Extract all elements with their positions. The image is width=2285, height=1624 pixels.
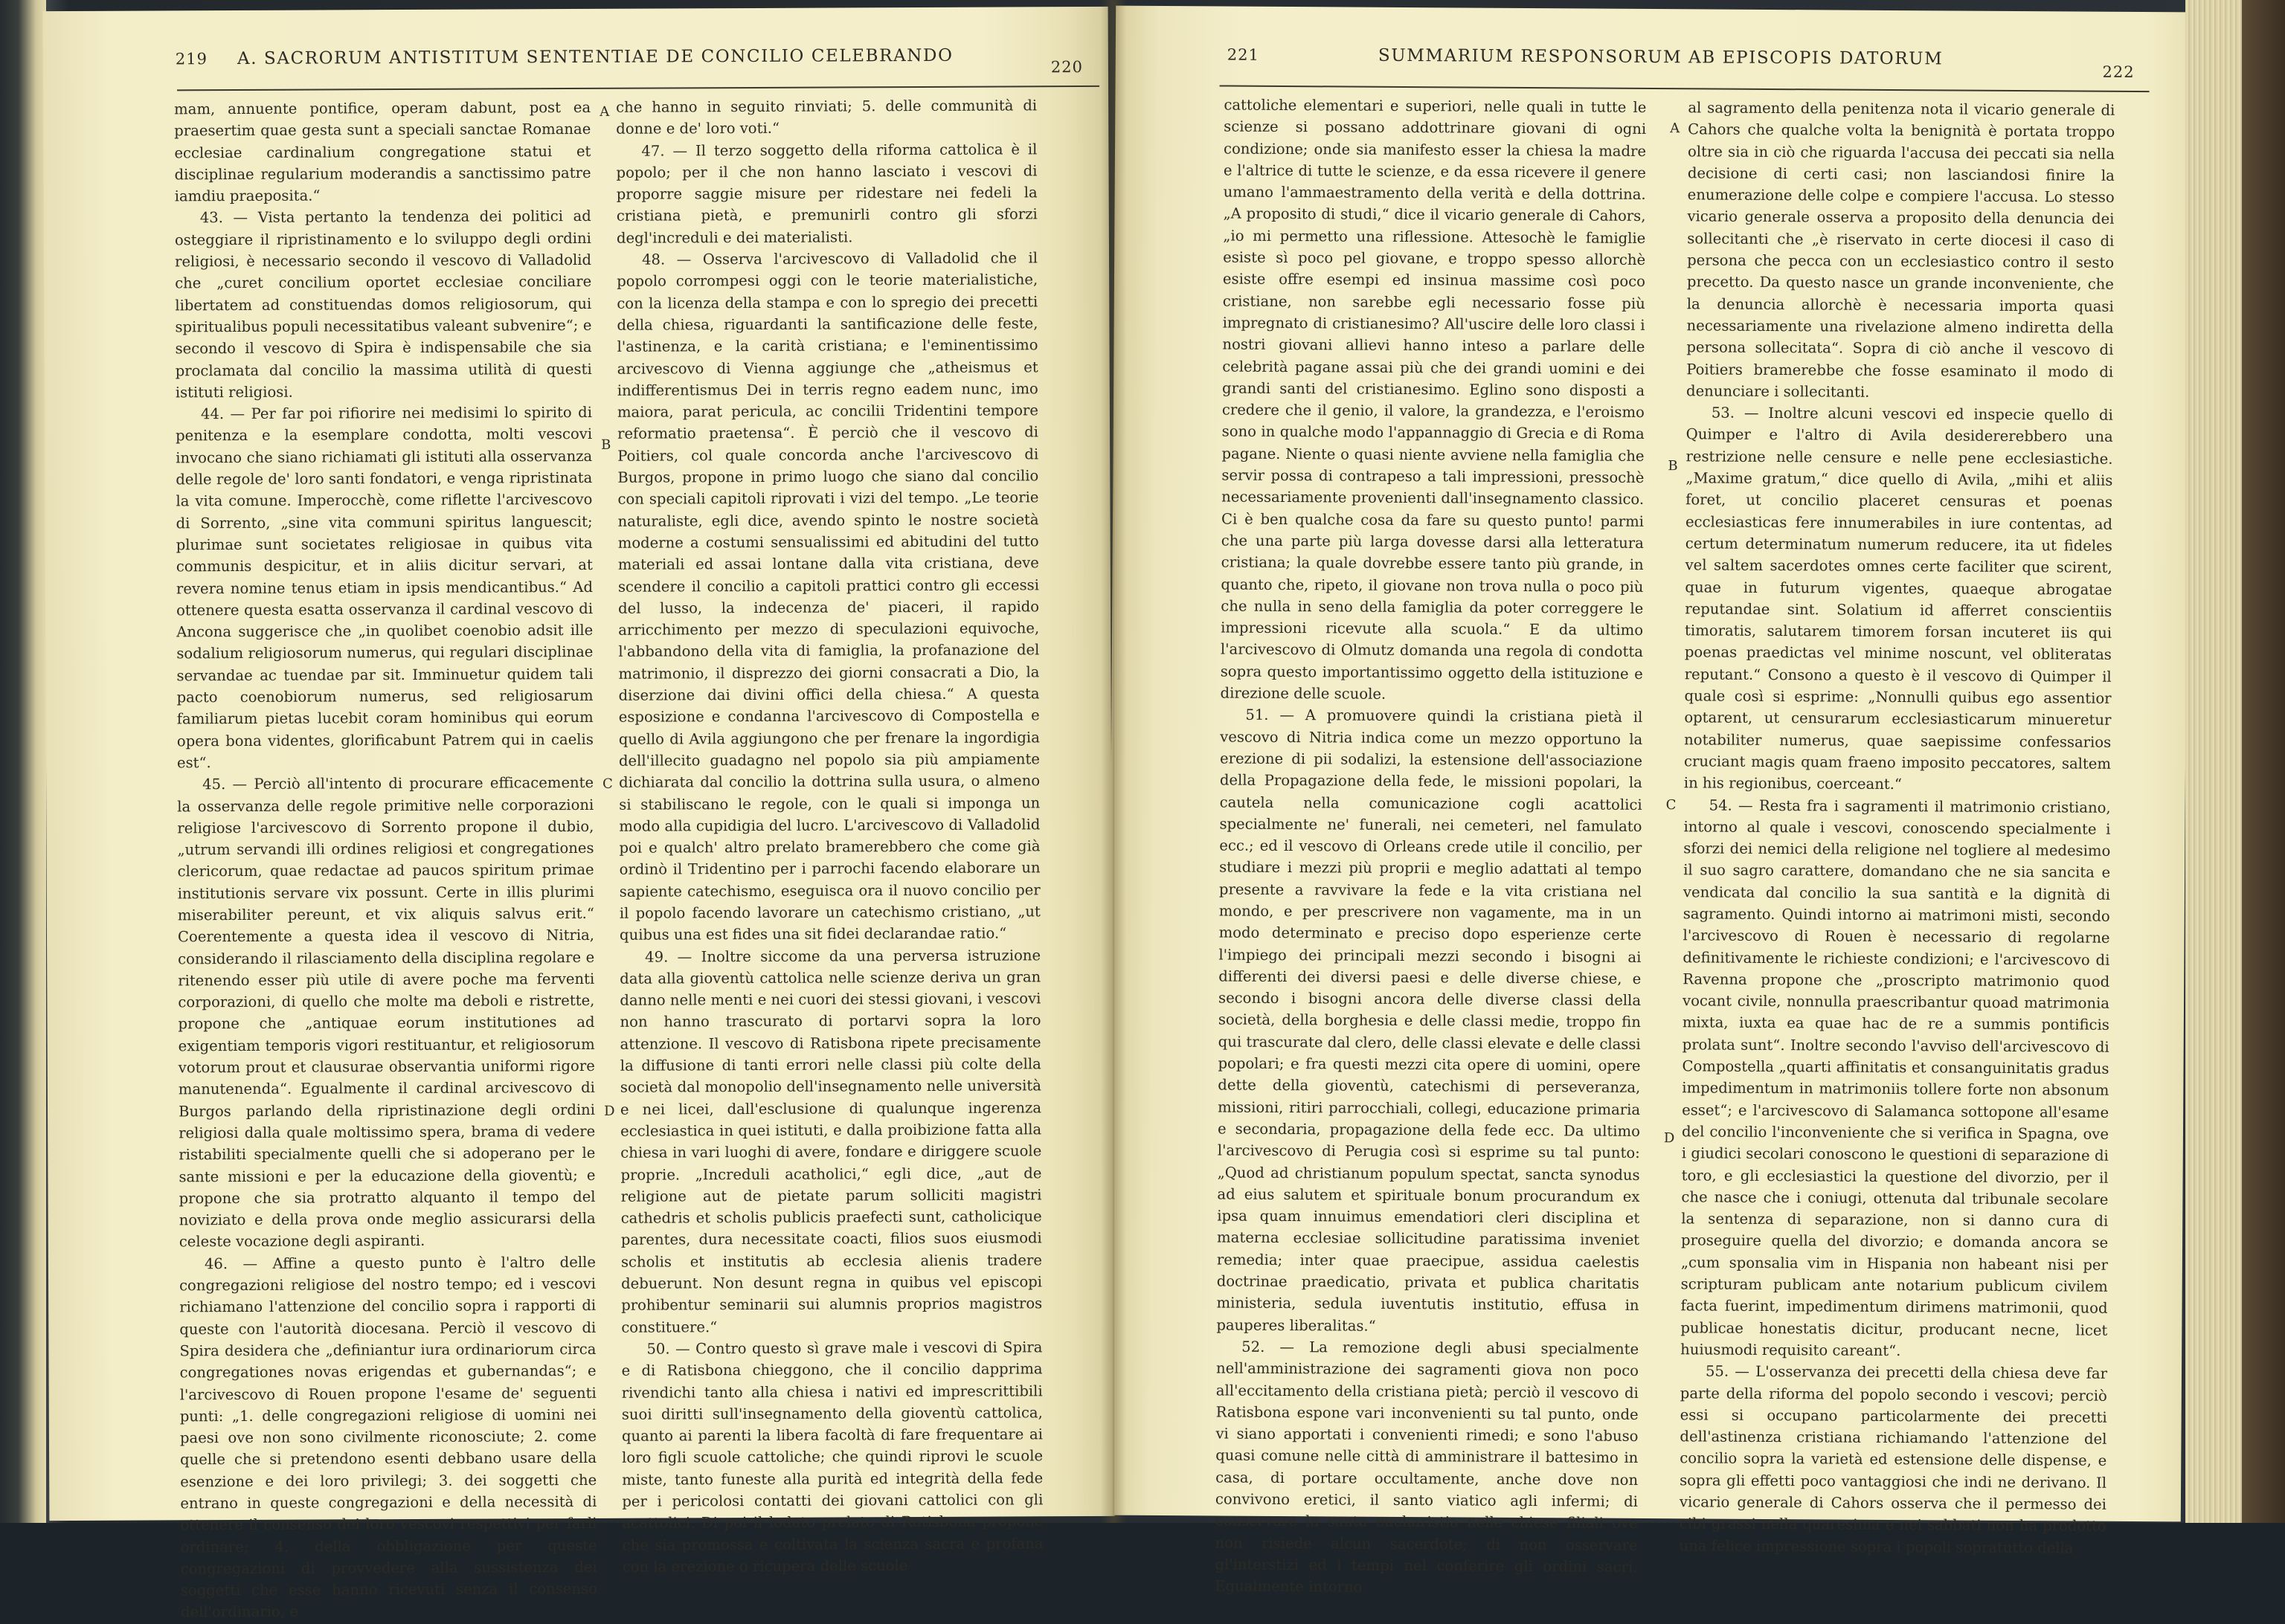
paragraph-45: 45. — Perciò all'intento di procurare efficacemente la osservanza delle regole primitive nelle corporazioni religiose l'arcivescovo di Sorrento propone il dubio, „utrum servandi illi ordines religiosi et congregationes clericorum, quae redactae ad paucos spiritum primae institutionis servare vix possunt. Certe in illis plurimi miserabiliter pereunt, et vix aliquis salvus erit.“ Coerentemente a questa idea il vescovo di Nitria, considerando il rilasciamento della disciplina regolare e ritenendo esser più utile di avere poche ma ferventi corporazioni, di quello che molte ma deboli e ristrette, propone che „antiquae eorum institutiones ad exigentiam temporis vigori restituantur, et religiosorum votorum prout et clausurae observantia uniformi rigore manutenenda“. Egualmente il cardinal arcivescovo di Burgos parlando della ripristinazione degli ordini religiosi dalla quale moltissimo spera, brama di vedere ristabiliti specialmente quelli che si adoperano per le sante missioni e per la educazione della gioventù; e propone che sia protratto alquanto il tempo del noviziato e della prova onde meglio assicurarsi della celeste vocazione degli aspiranti. (177, 774, 596, 1251)
left-page (43, 7, 1115, 1621)
margin-marker-b: B (1668, 458, 1678, 474)
header-rule-left (177, 86, 1099, 91)
margin-marker-a: A (600, 103, 610, 120)
paragraph-43: 43. — Vista pertanto la tendenza dei politici ad osteggiare il ripristinamento e lo sviluppo degli ordini religiosi, è necessario secondo il vescovo di Valladolid che „curet concilium oportet ecclesiae conciliare libertatem ad constituendas domos religiosorum, qui spiritualibus populi necessitatibus valeant subvenire“; e secondo il vescovo di Spira è indispensabile che sia proclamata dal concilio la massima utilità di questi istituti religiosi. (174, 207, 592, 402)
paragraph: cattoliche elementari e superiori, nelle quali in tutte le scienze si possano addottrinare giovani di ogni condizione; onde sia manifesto esser la chiesa la madre e l'altrice di tutte le scienze, e da essa ricevere il genere umano l'ammaestramento della verità e della dottrina. „A proposito di studi,“ dice il vicario generale di Cahors, „io mi permetto una riflessione. Attesochè le famiglie esiste sì poco pel giovane, e troppo spesso allorchè esiste offre esempi ed insinua massime così poco cristiane, non sarebbe egli necessario fosse più impregnato di cristianesimo? All'uscire delle loro classi i nostri giovani allievi hanno inteso a parlare delle celebrità pagane assai più che dei grandi uomini e dei grandi santi del cristianesimo. Eglino sono disposti a credere che il genio, il valore, la grandezza, e l'eroismo sono in qualche modo l'appannaggio di Grecia e di Roma pagane. Niente o quasi niente avviene nella famiglia che servir possa di contrapeso a tali impressioni, pressochè necessariamente provenienti dall'insegnamento classico. Ci è ben qualche cosa da fare su questo punto! parmi che una parte più larga dovesse darsi alla letteratura cristiana; la quale dovrebbe essere tanto più grande, in quanto che, ripeto, il giovane non trova nulla o poco più che nulla in seno della famiglia da poter correggere le impressioni ricevute alla scuola.“ E da ultimo l'arcivescovo di Olmutz domanda una regola di condotta sopra questo importantissimo oggetto della istituzione e direzione delle scuole. (1220, 96, 1647, 703)
paragraph-52: 52. — La remozione degli abusi specialmente nell'amministrazione dei sagramenti giova non poco all'eccitamento della cristiana pietà; perciò il vescovo di Ratisbona espone vari inconvenienti su tal punto, onde vi siano apportati i convenienti rimedi; e sono l'abuso quasi comune nelle città di amministrare il battesimo in casa, di portare occultamente, anche dove non convivono eretici, il santo viatico agli infermi; di conservare la santa eucharistia nelle chiese filiali ove non risiede alcun sacerdote; di non osservare gl'interstizi ed i tempi nel conferire gli ordini sacri. Egualmente intorno (1215, 1338, 1639, 1596)
page-number-221: 221 (1227, 45, 1259, 64)
left-column-2 (616, 94, 1044, 1576)
left-column-1 (174, 97, 597, 1621)
margin-marker-c: C (602, 776, 613, 792)
paragraph-49: 49. — Inoltre siccome da una perversa istruzione data alla gioventù cattolica nelle scienze deriva un gran danno nelle menti e nei cuori dei stessi giovani, i vescovi non hanno trascurato di portarvi sopra la loro attenzione. Il vescovo di Ratisbona ripete precisamente la diffusione di tanti errori nelle classi più colte della società dal monopolio dell'insegnamento nelle università e nei licei, dall'esclusione di qualunque ingerenza ecclesiastica in quei istituti, e dalla proibizione fatta alla chiesa in vari luoghi di avere, fondare e diriggere scuole proprie. „Increduli acatholici,“ egli dice, „aut de religione aut de pietate parum solliciti magistri cathedris et scholis publicis praefecti sunt, catholicique parentes, dura necessitate coacti, filios suos eiusmodi scholis et institutis ab ecclesia alienis tradere debuerunt. Non desunt regna in quibus vel episcopi prohibentur seminarii sui alumnis proprios magistros constituere.“ (620, 946, 1043, 1336)
margin-marker-a: A (1670, 120, 1680, 137)
margin-marker-c: C (1665, 797, 1677, 813)
paragraph: che hanno in seguito rinviati; 5. delle communità di donne e de' loro voti.“ (616, 97, 1038, 138)
paragraph-47: 47. — Il terzo soggetto della riforma cattolica è il popolo; per il che non hanno lasciato i vescovi di proporre saggie misure per ridestare nei fedeli la cristiana pietà, e premunirli contro gli sforzi degl'increduli e dei materialisti. (616, 140, 1038, 247)
page-number-219: 219 (175, 50, 208, 68)
book-cover-edge (2242, 0, 2285, 1523)
right-page-stack-edge (2185, 0, 2285, 1523)
paragraph-51: 51. — A promuovere quindi la cristiana pietà il vescovo di Nitria indica come un mezzo opportuno la erezione di pii sodalizi, la estensione dell'associazione della Propagazione della fede, le missioni popolari, la cautela nella comunicazione cogli acattolici specialmente ne' funerali, nei cemeteri, nel famulato ecc.; ed il vescovo di Orleans crede utile il concilio, per studiare i mezzi più proprii e meglio adattati al tempo presente a ravvivare la fede e la vita cristiana nel mondo, e per prescrivere non vagamente, ma in un modo determinato e preciso dopo esperienze certe l'impiego dei principali mezzi secondo i bisogni ai differenti dei diversi paesi e delle diverse chiese, e secondo i bisogni ancora delle diverse classi della società, della borghesia e delle classi medie, troppo fin qui trascurate dal clero, delle classi elevate e delle classi popolari; e fra questi mezzi cita opere di uomini, opere dette della gioventù, catechismi di perseveranza, missioni, ritiri parrocchiali, collegi, educazione primaria e secondaria, propagazione della fede ecc. Da ultimo l'arcivescovo di Perugia così si esprime su tal punto: „Quod ad christianum populum spectat, sancta synodus ad eius salutem et spirituale bonum procurandum ex ipsa quam innuimus emendatiori cleri disciplina et materna ecclesiae sollicitudine paratissima inveniet remedia; inter quae praecipue, assidua caelestis doctrinae praedicatio, privata et publica charitatis ministeria, sedula iuventutis institutio, effusa in pauperes liberalitas.“ (1216, 706, 1643, 1335)
running-head-right (1227, 45, 2135, 88)
paragraph-50: 50. — Contro questo sì grave male i vescovi di Spira e di Ratisbona chieggono, che il concilio dapprima rivendichi tanto alla chiesa i nativi ed imprescrittibili suoi diritti sull'insegnamento della gioventù cattolica, quanto ai parenti la libera facoltà di fare frequentare ai loro figli scuole cattoliche; che quindi riprovi le scuole miste, tanto funeste alla purità ed integrità della fede per i pericolosi contatti dei giovani cattolici con gli acattolici. Di poi il lodato prelato di Ratisbona propone che sia promossa e coltivata la scienza sacra e profana con la erezione o ricupera delle scuole (621, 1338, 1044, 1576)
right-page (1107, 6, 2190, 1596)
paragraph: al sagramento della penitenza nota il vicario generale di Cahors che qualche volta la benignità è portata troppo oltre sia in ciò che riguarda l'accusa dei peccati sia nella decisione di certi casi; non lasciandosi finire la enumerazione delle colpe e compiere l'accusa. Lo stesso vicario generale osserva a proposito della denuncia dei sollecitanti che „è riservato in certe diocesi il caso di persona che pecca con un ecclesiastico contro il sesto precetto. Da questo nasce un grande inconveniente, che la denuncia allorchè è necessaria importa quasi necessariamente una rivelazione almeno indiretta della persona sollecitata“. Sopra di ciò anche il vescovo di Poitiers bramerebbe che fosse esaminato il modo di denunciare i sollecitanti. (1685, 99, 2115, 401)
paragraph-48: 48. — Osserva l'arcivescovo di Valladolid che il popolo corrompesi oggi con le teorie materialistiche, con la licenza della stampa e con lo spregio dei precetti della chiesa, riguardanti la santificazione delle feste, l'astinenza, e la carità cristiana; e l'eminentissimo arcivescovo di Vienna aggiunge che „atheismus et indifferentismus Dei in terris regno eadem nunc, imo maiora, parat pericula, ac concilii Tridentini tempore reformatio praetensa“. È perciò che il vescovo di Poitiers, col quale concorda anche l'arcivescovo di Burgos, propone in primo luogo che siano dal concilio con speciali capitoli riprovati i vizi del tempo. „Le teorie naturaliste, egli dice, avendo spinto le nostre società moderne a costumi sensualissimi ed abitudini del tutto materiali ed assai lontane dalla vita cristiana, deve scendere il concilio a capitoli prattici contro gli eccessi del lusso, la indecenza de' piaceri, il rapido arricchimento per mezzo di speculazioni equivoche, l'abbandono della vita di famiglia, la profanazione del matrimonio, il disprezzo dei giorni consacrati a Dio, la diserzione dai divini offici della chiesa.“ A questa esposizione e condanna l'arcivescovo di Compostella e quello di Avila aggiungono che per frenare la ingordigia dell'illecito guadagno nel popolo sia più ampiamente dichiarata dal concilio la dottrina sulla usura, o almeno si stabiliscano le regole, con le quali si imponga un modo alla cupidigia del lucro. L'arcivescovo di Valladolid poi e qualch' altro prelato bramerebbero che come già ordinò il Tridentino per i parrochi facendo elaborare un sapiente catechismo, eseguisca ora il nuovo concilio per il popolo facendo lavorare un catechismo cristiano, „ut quibus una est fides una sit fidei declarandae ratio.“ (617, 249, 1041, 944)
paragraph: mam, annuente pontifice, operam dabunt, post ea praesertim quae gesta sunt a speciali sanctae Romanae ecclesiae cardinalium congregatione statui et disciplinae regularium moderandis a sanctissimo patre iamdiu praeposita.“ (174, 98, 591, 205)
margin-marker-d: D (603, 1103, 615, 1119)
running-head-left (176, 45, 1083, 86)
paragraph-44: 44. — Per far poi rifiorire nei medisimi lo spirito di penitenza e la esemplare condotta, molti vescovi invocano che siano richiamati gli istituti alla osservanza delle regole de' loro santi fondatori, e venga ripristinata la vita comune. Imperocchè, come riflette l'arcivescovo di Sorrento, „sine vita communi spiritus languescit; plurimae sunt societates religiosae in quibus vita communis despicitur, et in aliis dicitur servari, at revera nomine tenus etiam in ipsis mendicantibus.“ Ad ottenere questa esatta osservanza il cardinal vescovo di Ancona suggerisce che „in quolibet coenobio adsit ille sodalium religiosorum numerus, qui regulari disciplinae servandae ac tuendae par sit. Imminuetur quidem tali pacto coenobiorum numerus, sed religiosarum familiarum pietas lucebit coram hominibus qui eorum opera bona videntes, glorificabunt Patrem qui in caelis est“. (176, 404, 594, 772)
paragraph-54: 54. — Resta fra i sagramenti il matrimonio cristiano, intorno al quale i vescovi, conoscendo specialmente i sforzi dei nemici della religione nel togliere al medesimo il suo sagro carattere, domandano che ne sia sancita e vendicata dal concilio la sua santità e la dignità di sagramento. Quindi intorno ai matrimoni misti, secondo l'arcivescovo di Rouen è necessario di regolarne definitivamente le richieste condizioni; e l'arcivescovo di Ravenna propone che „proscripto matrimonio quod vocant civile, nonnulla praescribantur quoad matrimonia mixta, iuxta ea quae hac de re a summis pontificis prolata sunt“. Inoltre secondo l'avviso dell'arcivescovo di Compostella „quarti affinitatis et consanguinitatis gradus impedimentum in matrimoniis tollere forte non absonum esset“; e l'arcivescovo di Salamanca sottopone all'esame del concilio l'inconveniente che si verifica in Spagna, ove i giudici secolari conoscono le questioni di separazione di toro, e gli ecclesiastici la questione del divorzio, per il che nasce che i coniugi, ottenuta dal tribunale secolare la sentenza di separazione, non si danno cura di proseguire quella del divorzio; e domanda ancora se „cum sponsalia vim in Hispania non habeant nisi per scripturam publicam ante notarium publicum civilem facta fuerint, impedimentum dirimens matrimonii, quod publicae honestatis dicitur, producant necne, licet huiusmodi requisito careant“. (1680, 796, 2111, 1360)
paragraph-53: 53. — Inoltre alcuni vescovi ed inspecie quello di Quimper e l'altro di Avila desidererebbero una restrizione nelle censure e nelle pene ecclesiastiche. „Maxime gratum,“ dice quello di Avila, „mihi et aliis foret, ut concilio placeret censuras et poenas ecclesiasticas fere innumerabiles in iure contentas, ad certum determinatum numerum reducere, ita ut fideles vel saltem sacerdotes omnes certe faciliter que scirent, quae in futurum vigentes, quaeque abrogatae reputandae sint. Solatium id afferret conscientiis timoratis, salutarem timorem forsan incuteret iis qui poenas praedictas vel minime noscunt, vel obliteratas reputant.“ Consono a questo è il vescovo di Quimper il quale così si esprime: „Nonnulli quibus ego assentior optarent, ut censurarum ecclesiasticarum minueretur notabiliter numerus, quae saepissime confessarios cruciant magis quam fraeno imposito peccatores, saltem in his regionibus, coerceant.“ (1683, 404, 2113, 793)
page-title-left: A. SACRORUM ANTISTITUM SENTENTIAE DE CONCILIO CELEBRANDO (237, 45, 954, 68)
right-column-2 (1679, 97, 2115, 1557)
page-title-right: SUMMARIUM RESPONSORUM AB EPISCOPIS DATORUM (1378, 45, 1944, 69)
paragraph-55: 55. — L'osservanza dei precetti della chiesa deve far parte della riforma del popolo secondo i vescovi; perciò essi si occupano particolarmente dei precetti dell'astinenza cristiana richiamando l'attenzione del concilio sopra la varietà ed estensione delle dispense, e sopra gli effetti poco vantaggiosi che indi ne derivano. Il vicario generale di Cahors osserva che il permesso dei cibi grassi nella quaresima e nei sabbati non ha prodotto una felice impressione sopra i popoli sopratutto della (1679, 1362, 2108, 1557)
margin-marker-d: D (1663, 1130, 1675, 1147)
page-number-222: 222 (2102, 62, 2135, 81)
left-page-edge (0, 0, 46, 1523)
margin-marker-b: B (601, 436, 611, 453)
paragraph-46: 46. — Affine a questo punto è l'altro delle congregazioni religiose del nostro tempo; ed i vescovi richiamano l'attenzione del concilio sopra i rapporti di queste con l'autorità diocesana. Perciò il vescovo di Spira desidera che „definiantur iura ordinariorum circa congregationes novas erigendas et gubernandas“; e l'arcivescovo di Rouen propone l'esame de' seguenti punti: „1. delle congregazioni religiose di uomini nei paesi ove non sono civilmente riconosciute; 2. come quelle che si pretendono esenti debbano usare della esenzione e dei loro privilegi; 3. dei soggetti che entrano in queste congregazioni e della necessità di ottenere il consenso dei loro vescovi respettivi per farli ordinare; 4. della obbligazione per queste congregazioni di provvedere alla sussistenza dei soggetti che esse hanno ricevuti senza il consenso dell'ordinario, e (179, 1253, 597, 1621)
right-column-1 (1215, 94, 1647, 1596)
page-number-220: 220 (1050, 58, 1083, 77)
